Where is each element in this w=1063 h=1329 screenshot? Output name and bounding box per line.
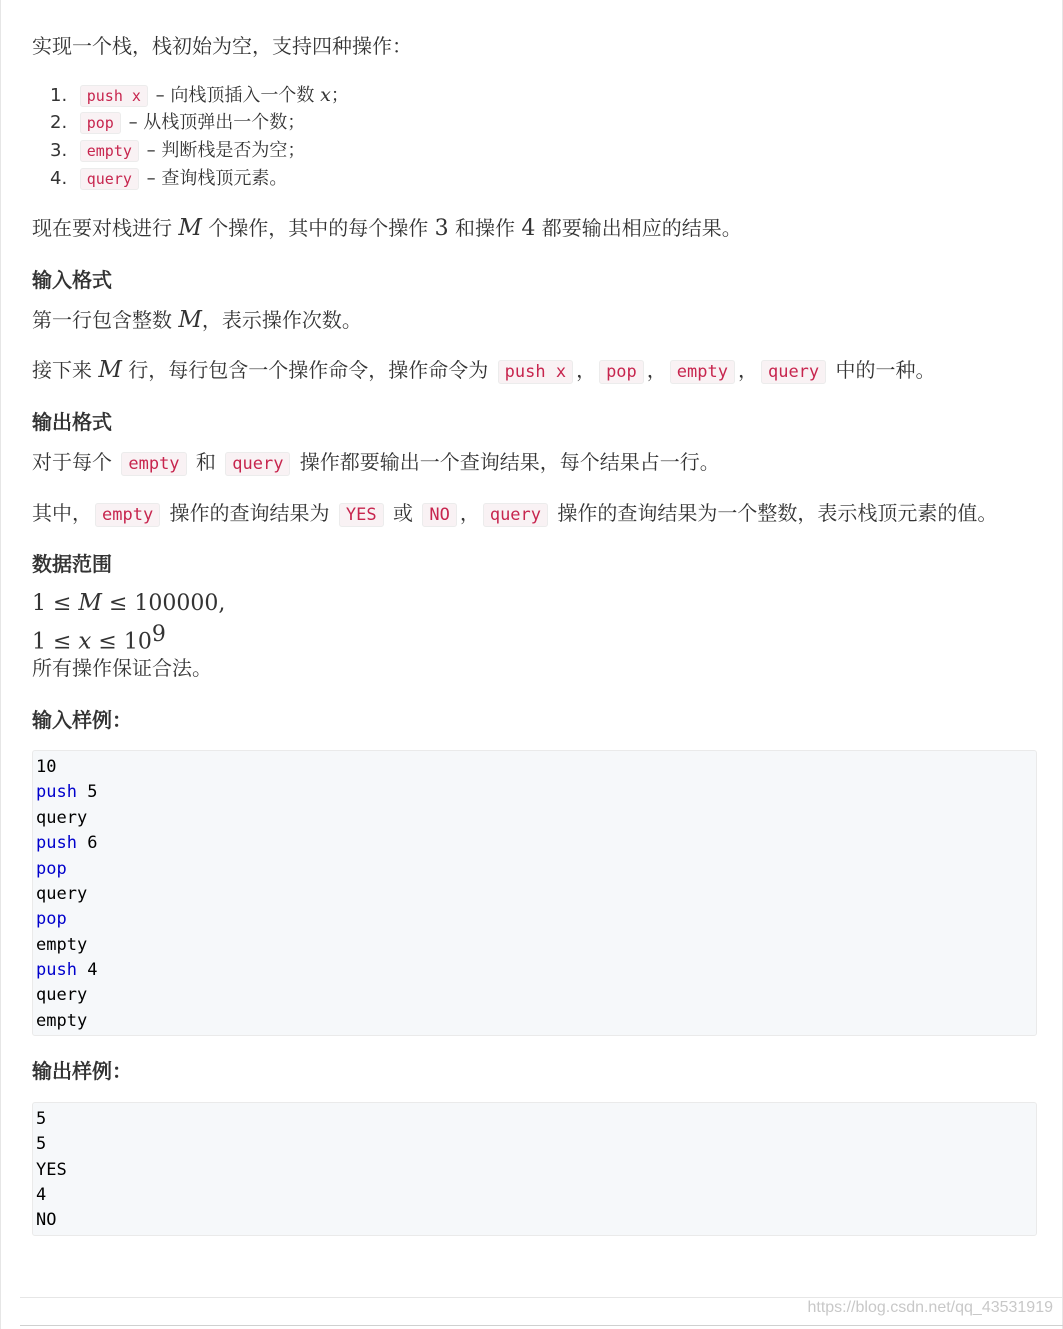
math-num: 4 [521,216,536,241]
operation-item-query [50,165,287,193]
math-var: M [78,590,102,616]
text: 都要输出相应的结果。 [535,216,742,240]
input-format-heading: 输入格式 [32,268,112,292]
operation-desc: – 查询栈顶元素。 [146,168,288,189]
operation-item-empty [50,137,305,165]
separator: ， [576,358,597,382]
code-line: query [36,884,88,904]
math-var: M [178,307,202,333]
math-text: 1 ≤ [32,629,79,655]
footer-divider [20,1297,1063,1298]
code-line: empty [36,1011,88,1031]
text: 或 [386,501,420,525]
sample-input-block[interactable] [32,750,1037,1036]
sample-output-block[interactable] [32,1102,1037,1236]
operation-item-push [50,81,349,110]
math-var: M [178,215,202,241]
text: 操作的查询结果为一个整数，表示栈顶元素的值。 [551,501,998,525]
operation-desc: – 从栈顶弹出一个数； [128,112,306,133]
code-line: 5 [36,1109,47,1129]
inline-code: empty [670,360,735,384]
output-format-line2 [32,498,997,530]
code-line: empty [36,935,88,955]
data-range-heading: 数据范围 [32,552,112,576]
inline-code: query [225,452,290,476]
text: 其中， [32,501,92,525]
operation-desc: – 向栈顶插入一个数 [155,85,321,106]
sample-input-heading: 输入样例： [32,708,132,732]
range-line-x [32,620,166,658]
math-text: ≤ 10 [91,629,152,655]
inline-code: query [80,168,139,190]
inline-code: push x [80,85,148,107]
output-format-heading: 输出格式 [32,410,112,434]
operation-item-pop [50,109,305,137]
text: 第一行包含整数 [32,308,179,332]
text: ，表示操作次数。 [201,308,362,332]
text: 操作的查询结果为 [163,501,336,525]
code-line: NO [36,1210,57,1230]
inline-code: NO [422,503,456,527]
footer-divider-lower [20,1325,1063,1326]
code-line: 5 [36,1134,47,1154]
inline-code: empty [121,452,186,476]
list-number: 1. [50,85,68,106]
inline-code: push x [498,360,573,384]
math-var: M [98,357,122,383]
code-line: push 6 [36,833,98,853]
separator: ， [459,501,480,525]
inline-code: pop [599,360,644,384]
inline-code: YES [339,503,384,527]
list-number: 4. [50,168,68,189]
range-note: 所有操作保证合法。 [32,656,212,680]
text: 和 [189,450,223,474]
input-format-line1 [32,305,362,335]
list-number: 2. [50,112,68,133]
separator: ， [737,358,758,382]
output-format-line1 [32,447,720,479]
range-line-m [32,588,225,619]
code-line: query [36,985,88,1005]
list-number: 3. [50,140,68,161]
code-line: 4 [36,1185,47,1205]
text: 操作都要输出一个查询结果，每个结果占一行。 [293,450,720,474]
text: 现在要对栈进行 [32,216,179,240]
math-text: 1 ≤ [32,591,79,616]
code-line: push 5 [36,782,98,802]
left-border [0,0,1,1329]
math-exponent: 9 [151,622,166,647]
math-var: x [78,628,92,655]
inline-code: query [483,503,548,527]
inline-code: query [761,360,826,384]
separator: ， [646,358,667,382]
math-text: ≤ 100000, [101,591,226,616]
operation-desc-end: ； [330,85,349,106]
input-format-line2 [32,355,936,387]
operation-desc: – 判断栈是否为空； [146,140,306,161]
inline-code: empty [80,140,139,162]
code-line: 10 [36,757,57,777]
inline-code: pop [80,112,121,134]
code-line: query [36,808,88,828]
text: 接下来 [32,358,99,382]
watermark: https://blog.csdn.net/qq_43531919 [807,1299,1053,1316]
inline-code: empty [95,503,160,527]
operations-count-paragraph [32,213,742,244]
text: 中的一种。 [829,358,936,382]
math-var: x [320,84,331,106]
code-line: YES [36,1160,67,1180]
text: 和操作 [448,216,522,240]
code-line: pop [36,859,67,879]
intro-text: 实现一个栈，栈初始为空，支持四种操作： [32,34,412,58]
sample-output-heading: 输出样例： [32,1059,132,1083]
text: 个操作，其中的每个操作 [201,216,435,240]
code-line: pop [36,909,67,929]
math-num: 3 [434,216,449,241]
text: 对于每个 [32,450,119,474]
code-line: push 4 [36,960,98,980]
text: 行，每行包含一个操作命令，操作命令为 [121,358,495,382]
